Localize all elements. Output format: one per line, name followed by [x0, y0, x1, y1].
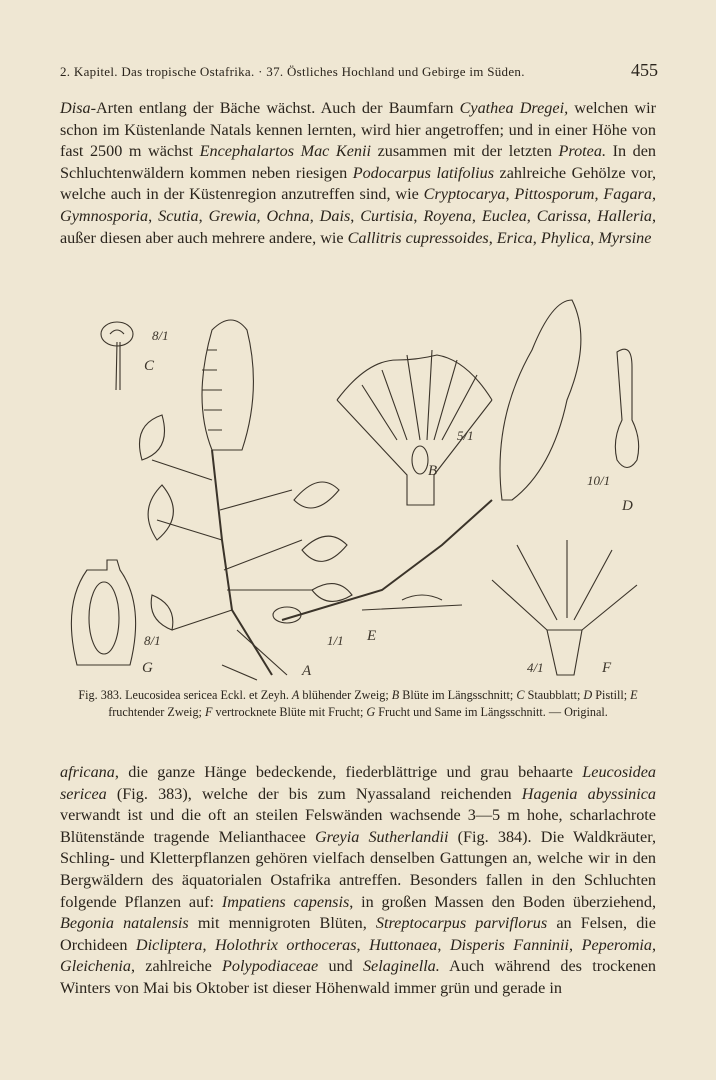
label-e: E: [367, 628, 377, 644]
italic-run: Myrsine: [598, 228, 652, 247]
italic-run: Grewia: [208, 206, 257, 225]
scale-g: 8/1: [144, 633, 161, 648]
text-run: zahlreiche Gehölze vor, welche auch in der Küstenregion anzutreffen sind, wie: [60, 163, 656, 204]
label-c: C: [144, 358, 155, 374]
running-header: [60, 60, 658, 80]
text-run: (Fig. 383), welche der bis zum Nyassaland reichenden: [106, 784, 522, 803]
italic-run: Hagenia abyssinica: [521, 784, 657, 803]
text-run: , außer diesen aber auch mehrere andere, wie: [60, 206, 657, 247]
italic-run: Streptocarpus parviflorus: [375, 914, 548, 933]
fruit-section-g: [71, 560, 135, 665]
italic-run: Erica: [496, 228, 533, 247]
italic-run: D: [583, 688, 593, 702]
italic-run: Callitris cupressoides: [347, 228, 489, 247]
italic-run: Disperis Fanninii: [449, 935, 570, 954]
botanical-figure: [62, 290, 662, 685]
stamen-drawing-c: [101, 322, 133, 390]
italic-run: Curtisia: [360, 206, 414, 225]
text-run: ,: [471, 206, 482, 225]
italic-run: Euclea: [481, 206, 527, 225]
italic-run: Carissa: [536, 206, 588, 225]
text-run: fruchtender Zweig;: [108, 705, 205, 719]
italic-run: Pittosporum: [514, 185, 595, 204]
italic-run: Cyathea Dregei,: [459, 99, 569, 117]
italic-run: Greyia Sutherlandii: [314, 827, 449, 846]
running-title: 2. Kapitel. Das tropische Ostafrika. · 37. Östliches Hochland und Gebirge im Süden.: [60, 64, 525, 79]
italic-run: Polypodiaceae: [222, 957, 319, 976]
label-b: B: [428, 463, 438, 479]
label-a: A: [302, 663, 312, 679]
scale-b: 5/1: [457, 428, 474, 443]
text-run: ,: [652, 935, 657, 954]
text-run: ,: [594, 185, 604, 204]
text-run: blühender Zweig;: [299, 688, 392, 702]
text-run: ,: [526, 206, 537, 225]
text-run: (Fig. 384). Die Waldkräuter, Schling- und Kletterpflanzen gehören vielfach denselben Gattungen an, welche wir in den Bergwäldern des äquatorialen Ostafrika antreffen. Besonders fallen in den Schluchten folgende Pflanzen auf:: [60, 827, 656, 911]
italic-run: Huttonaea: [369, 935, 438, 954]
figure-drawing: [71, 300, 638, 680]
text-run: -Arten entlang der Bäche wächst. Auch der Baumfarn: [90, 99, 460, 117]
text-run: ,: [488, 228, 497, 247]
text-run: ,: [309, 206, 320, 225]
scale-c: 8/1: [152, 328, 169, 343]
text-run: zusammen mit der letzten: [371, 142, 559, 161]
label-f: F: [602, 660, 612, 676]
flowering-twig-a: [140, 320, 353, 680]
text-run: ,: [437, 935, 450, 954]
italic-run: Begonia natalensis: [60, 914, 189, 933]
text-run: ,: [198, 206, 209, 225]
italic-run: Selaginella.: [362, 957, 440, 976]
label-g: G: [142, 660, 153, 676]
italic-run: E: [630, 688, 638, 702]
text-run: , die ganze Hänge bedeckende, fiederblättrige und grau behaarte: [114, 763, 583, 781]
text-run: Auch während des trockenen Winters von Mai bis Oktober ist dieser Höhenwald immer grün und gerade in: [60, 957, 657, 997]
italic-run: Podocarpus latifolius: [352, 163, 495, 182]
pistil-drawing-d: [615, 349, 638, 467]
italic-run: Cryptocarya: [423, 185, 506, 204]
italic-run: Encephalartos Mac Kenii: [199, 142, 371, 161]
label-d: D: [622, 498, 633, 514]
text-run: Staubblatt;: [524, 688, 584, 702]
text-run: und: [318, 957, 363, 976]
text-run: ,: [587, 206, 598, 225]
text-run: ,: [148, 206, 159, 225]
text-run: ,: [413, 206, 424, 225]
text-run: mit mennigroten Blüten,: [188, 914, 376, 933]
italic-run: A: [291, 688, 300, 702]
italic-run: Dicliptera: [135, 935, 203, 954]
text-run: Pistill;: [592, 688, 631, 702]
italic-run: Royena: [423, 206, 472, 225]
fruiting-twig-e: [273, 300, 581, 623]
dried-flower-f: [492, 540, 637, 675]
text-run: verwandt ist und die oft an steilen Felswänden wachsende 3—5 m hohe, scharlachrote Blütenstände tragende Melianthacee: [60, 806, 656, 846]
italic-run: Impatiens capensis: [221, 892, 350, 911]
figure-caption: [60, 687, 656, 721]
text-run: ,: [356, 935, 370, 954]
text-run: , in großen Massen den Boden überziehend,: [349, 892, 656, 911]
text-run: welchen wir schon im Küstenlande Natals kennen lernten, wird hier angetroffen; und in einer Höhe von fast 2500 m wächst: [60, 99, 656, 161]
italic-run: Phylica: [540, 228, 591, 247]
italic-run: Holothrix orthoceras: [214, 935, 357, 954]
text-run: ,: [202, 935, 215, 954]
text-run: an Felsen, die Orchideen: [60, 914, 656, 954]
italic-run: B: [391, 688, 400, 702]
text-run: In den Schluchtenwäldern kommen neben riesigen: [60, 142, 657, 182]
page-number: 455: [631, 60, 658, 80]
italic-run: Scutia: [158, 206, 199, 225]
scale-d: 10/1: [587, 473, 611, 488]
figure-labels: [142, 328, 633, 679]
italic-run: Leucosidea sericea: [60, 763, 656, 803]
italic-run: Peperomia: [581, 935, 652, 954]
italic-run: G: [366, 705, 376, 719]
italic-run: Fagara: [603, 185, 652, 204]
text-run: ,: [651, 185, 656, 204]
text-run: ,: [532, 228, 541, 247]
text-run: vertrocknete Blüte mit Frucht;: [212, 705, 367, 719]
text-run: ,: [256, 206, 267, 225]
text-run: ,: [569, 935, 582, 954]
text-run: , zahlreiche: [131, 957, 223, 976]
italic-run: Dais: [319, 206, 351, 225]
text-run: ,: [505, 185, 515, 204]
paragraph-top: [60, 98, 656, 249]
italic-run: Gleichenia: [60, 957, 132, 976]
scale-e: 1/1: [327, 633, 344, 648]
scale-f: 4/1: [527, 660, 544, 675]
paragraph-bottom: [60, 762, 656, 1000]
italic-run: Ochna: [266, 206, 310, 225]
text-run: Fig. 383. Leucosidea sericea Eckl. et Zeyh.: [78, 688, 292, 702]
text-run: ,: [350, 206, 361, 225]
italic-run: F: [204, 705, 213, 719]
italic-run: C: [516, 688, 525, 702]
italic-run: Halleria: [597, 206, 653, 225]
text-run: Blüte im Längsschnitt;: [399, 688, 517, 702]
text-run: ,: [590, 228, 599, 247]
italic-run: Protea.: [558, 142, 607, 161]
italic-run: Disa: [60, 99, 91, 117]
text-run: Frucht und Same im Längsschnitt. — Original.: [375, 705, 608, 719]
italic-run: Gymnosporia: [60, 206, 149, 225]
italic-run: africana: [60, 763, 115, 781]
